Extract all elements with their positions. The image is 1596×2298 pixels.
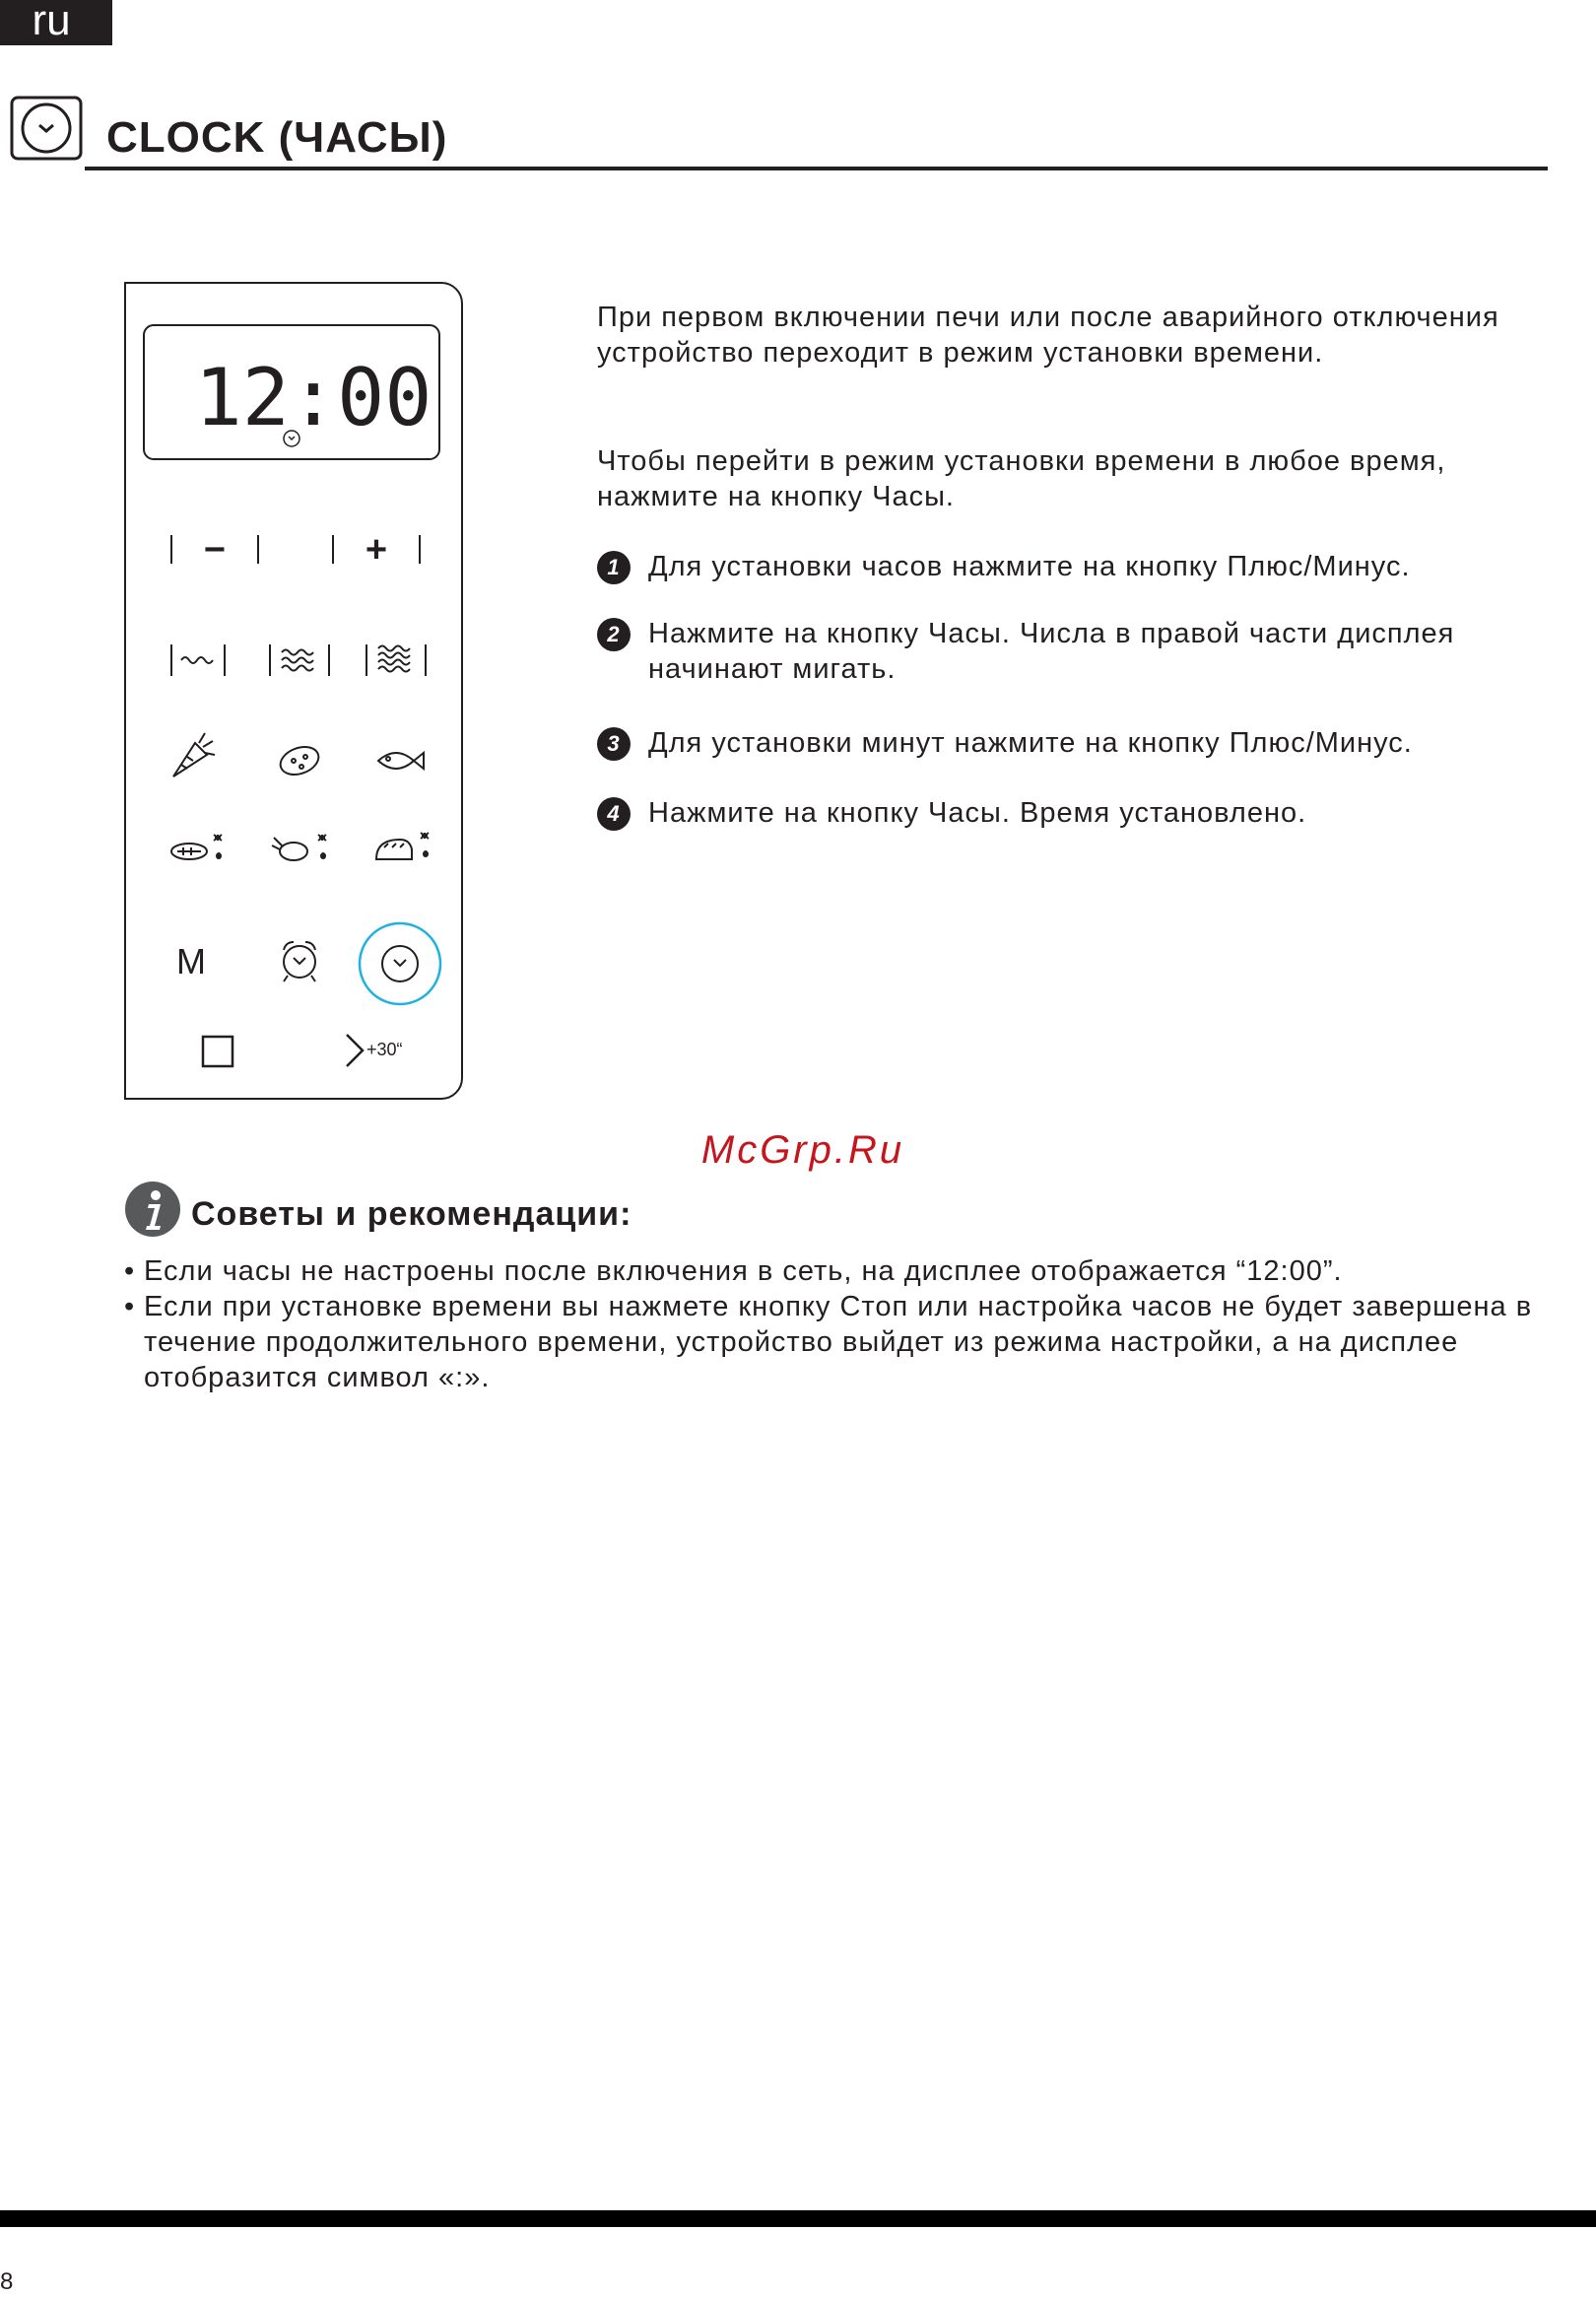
poultry-defrost-icon [272, 835, 326, 860]
title-divider [85, 167, 1548, 170]
footer-bar [0, 2210, 1596, 2227]
tips-list [124, 1253, 1563, 1395]
defrost-high-icon [366, 644, 426, 676]
language-tab: ru [0, 0, 112, 45]
clock-button-icon [382, 946, 418, 981]
alarm-clock-icon [284, 942, 315, 981]
potato-icon [277, 742, 322, 779]
tip-item: • Если часы не настроены после включения в сеть, на дисплее отображается “12:00”. [124, 1253, 1563, 1289]
watermark: McGrp.Ru [700, 1128, 905, 1172]
defrost-mid-icon [270, 644, 329, 676]
step-text: Для установки часов нажмите на кнопку Плюс/Минус. [648, 551, 1411, 582]
step-number: 4 [597, 797, 631, 831]
stop-square-icon [203, 1037, 233, 1066]
intro-paragraph-2: Чтобы перейти в режим установки времени в любое время, нажмите на кнопку Часы. [597, 445, 1446, 512]
page-title: CLOCK (ЧАСЫ) [106, 113, 448, 162]
chevron-right-icon [347, 1035, 363, 1066]
plus-label: + [365, 529, 388, 571]
step-number: 1 [597, 551, 631, 584]
defrost-low-icon [171, 644, 225, 676]
step-number: 3 [597, 727, 631, 761]
display-time: 12:00 [194, 352, 432, 443]
step-text: Для установки минут нажмите на кнопку Плюс/Минус. [648, 727, 1413, 759]
step-text: Нажмите на кнопку Часы. Время установлено. [648, 797, 1307, 829]
step-number: 2 [597, 618, 631, 651]
memory-button: M [176, 941, 206, 981]
minus-label: − [203, 529, 227, 571]
bread-defrost-icon [376, 833, 429, 859]
tips-title: Советы и рекомендации: [191, 1195, 632, 1233]
fish-icon [378, 753, 424, 769]
tip-item: • Если при установке времени вы нажмете кнопку Стоп или настройка часов не будет завершена в течение продолжительного времени, устройство выйдет из режима настройки, а на дисплее отобразится символ «:». [124, 1289, 1563, 1395]
control-panel [124, 282, 463, 1100]
clock-icon [10, 96, 83, 161]
page-number: 8 [0, 2268, 14, 2295]
info-icon [124, 1181, 181, 1238]
meat-defrost-icon [171, 835, 222, 859]
start-label: +30“ [366, 1040, 403, 1059]
step-text: Нажмите на кнопку Часы. Числа в правой части дисплея начинают мигать. [648, 618, 1455, 685]
clock-button-highlight [360, 923, 440, 1004]
carrot-icon [173, 733, 215, 777]
intro-paragraph-1: При первом включении печи или после аварийного отключения устройство переходит в режим установки времени. [597, 302, 1499, 369]
